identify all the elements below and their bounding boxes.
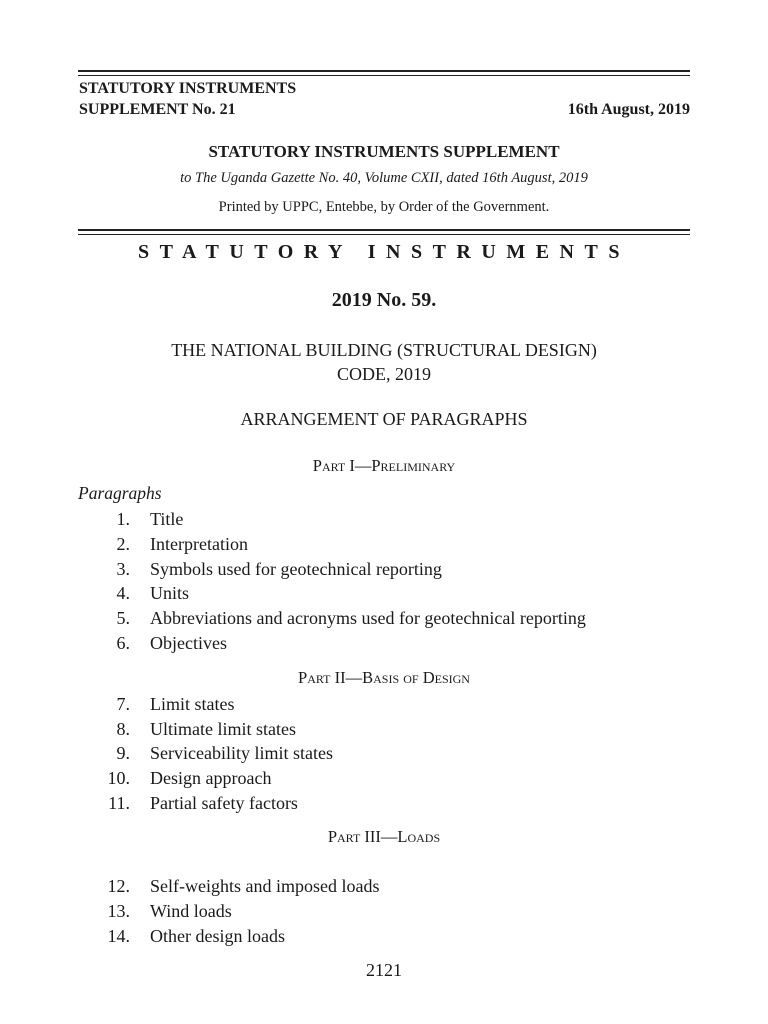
item-number: 11. (108, 793, 130, 813)
item-number: 9. (116, 743, 130, 763)
act-title (78, 338, 690, 386)
header-line-2: SUPPLEMENT No. 21 (79, 101, 236, 118)
middle-double-rule (78, 229, 690, 235)
part-heading: Part II—Basis of Design (298, 668, 470, 687)
act-title-line-1: THE NATIONAL BUILDING (STRUCTURAL DESIGN) (171, 340, 597, 360)
item-text: Limit states (150, 694, 235, 714)
item-number: 3. (116, 559, 130, 579)
paragraphs-label: Paragraphs (78, 483, 162, 503)
page-number: 2121 (366, 960, 402, 980)
item-number: 6. (116, 633, 130, 653)
item-text: Other design loads (150, 926, 285, 946)
supplement-title: STATUTORY INSTRUMENTS SUPPLEMENT (208, 142, 560, 161)
supplement-subtitle: to The Uganda Gazette No. 40, Volume CXII, dated 16th August, 2019 (180, 170, 588, 186)
instrument-number: 2019 No. 59. (331, 289, 437, 311)
item-text: Partial safety factors (150, 793, 298, 813)
item-text: Wind loads (150, 901, 232, 921)
item-number: 7. (116, 694, 130, 714)
part-heading: Part III—Loads (327, 827, 441, 846)
item-text: Self-weights and imposed loads (150, 876, 380, 896)
item-text: Serviceability limit states (150, 743, 333, 763)
item-number: 5. (116, 608, 130, 628)
item-number: 8. (116, 719, 130, 739)
item-text: Objectives (150, 633, 227, 653)
top-double-rule (78, 70, 690, 76)
item-number: 13. (107, 901, 130, 921)
header-date: 16th August, 2019 (567, 101, 690, 118)
item-number: 1. (116, 509, 130, 529)
item-text: Design approach (150, 768, 272, 788)
act-title-line-2: CODE, 2019 (337, 364, 431, 384)
header-line-1: STATUTORY INSTRUMENTS (79, 80, 297, 97)
item-number: 12. (107, 876, 130, 896)
printed-by-line: Printed by UPPC, Entebbe, by Order of the Government. (218, 199, 550, 215)
item-text: Units (150, 583, 190, 603)
item-text: Ultimate limit states (150, 719, 296, 739)
item-text: Symbols used for geotechnical reporting (150, 559, 442, 579)
item-text: Title (150, 509, 184, 529)
item-text: Interpretation (150, 534, 248, 554)
item-number: 14. (107, 926, 130, 946)
statutory-instruments-heading: STATUTORY INSTRUMENTS (138, 241, 630, 263)
item-number: 4. (116, 583, 130, 603)
arrangement-heading: ARRANGEMENT OF PARAGRAPHS (240, 409, 528, 429)
item-text: Abbreviations and acronyms used for geotechnical reporting (150, 608, 586, 628)
item-number: 2. (116, 534, 130, 554)
part-heading: Part I—Preliminary (312, 456, 456, 475)
item-number: 10. (107, 768, 130, 788)
